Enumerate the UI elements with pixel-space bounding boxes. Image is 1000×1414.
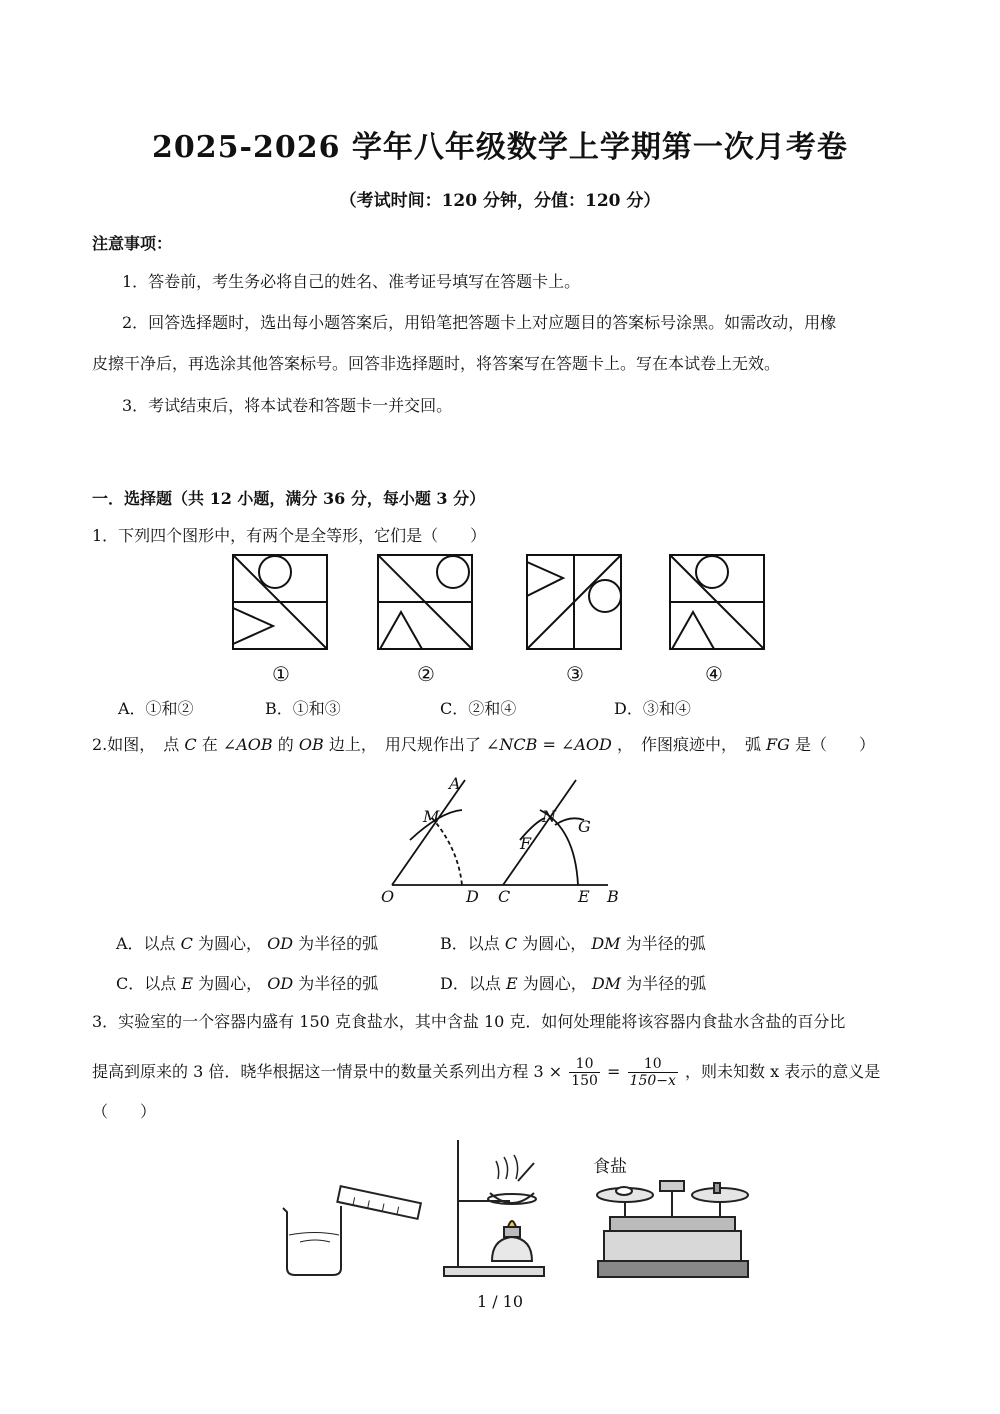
q1-figure-2 (378, 555, 472, 649)
q2-ob: OB (298, 735, 324, 754)
q2-option-a-point: C (180, 934, 193, 953)
q1-figure-label-2: ② (417, 662, 435, 686)
q2-option-a-radius: OD (267, 934, 294, 953)
q2-label-o: O (381, 887, 395, 906)
section-heading: 一．选择题（共 12 小题，满分 36 分，每小题 3 分） (92, 489, 486, 508)
q1-figure-4-drawing (660, 550, 780, 660)
q2-label-b: B (607, 887, 619, 906)
q3-fraction-1-numerator: 10 (569, 1056, 600, 1073)
q1-figure-label-3: ③ (566, 662, 584, 686)
q2-option-c-mid: 为圆心， (198, 974, 263, 993)
q2-option-b-radius: DM (591, 934, 621, 953)
q2-option-c (116, 971, 378, 994)
q2-label-e: E (578, 887, 590, 906)
notice-item-2-line-2: 皮擦干净后，再选涂其他答案标号。回答非选择题时，将答案写在答题卡上。写在本试卷上无效。 (92, 354, 781, 373)
q2-option-d-pre: D．以点 (440, 974, 501, 993)
q2-angle-aob: ∠AOB (222, 735, 273, 754)
q2-option-a-mid: 为圆心， (198, 934, 263, 953)
q1-option-b: B．①和③ (265, 699, 341, 718)
q2-label-g: G (578, 817, 591, 836)
q3-line-2-post: ，则未知数 x 表示的意义是 (685, 1062, 881, 1081)
q2-option-b-mid: 为圆心， (522, 934, 587, 953)
q2-stem-mid2: 的 (277, 735, 294, 754)
q2-label-f: F (520, 834, 532, 853)
q3-fraction-2 (628, 1056, 678, 1089)
q2-stem-mid1: 在 (201, 735, 218, 754)
q1-figure-3 (527, 555, 621, 649)
notice-item-2-line-1: 2．回答选择题时，选出每小题答案后，用铅笔把答题卡上对应题目的答案标号涂黑。如需改动，用橡 (122, 313, 837, 332)
q1-figure-1 (233, 555, 327, 649)
q1-option-c: C．②和④ (440, 699, 517, 718)
q2-label-n: N (542, 807, 556, 826)
q2-option-b-pre: B．以点 (440, 934, 500, 953)
notice-item-3: 3．考试结束后，将本试卷和答题卡一并交回。 (122, 396, 453, 415)
q2-option-b-point: C (504, 934, 518, 953)
q2-option-b-post: 为半径的弧 (625, 934, 706, 953)
q2-option-c-radius: OD (267, 974, 294, 993)
q2-stem-mid3: 边上， 用尺规作出了 (328, 735, 481, 754)
q2-option-c-post: 为半径的弧 (298, 974, 379, 993)
q2-option-d (440, 971, 706, 994)
q2-option-a-pre: A．以点 (116, 934, 176, 953)
q2-label-d: D (466, 887, 479, 906)
q1-option-a: A．①和② (118, 699, 194, 718)
q2-option-a-post: 为半径的弧 (298, 934, 379, 953)
q2-option-d-mid: 为圆心， (522, 974, 587, 993)
q2-option-d-post: 为半径的弧 (626, 974, 707, 993)
q2-option-c-point: E (181, 974, 194, 993)
q2-label-m: M (423, 807, 440, 826)
q3-fraction-2-denominator: 150−x (629, 1073, 676, 1089)
q1-figure-label-1: ① (272, 662, 290, 686)
salt-label: 食盐 (593, 1157, 627, 1177)
q3-fraction-2-numerator: 10 (628, 1056, 678, 1073)
q2-stem (92, 735, 875, 755)
q2-option-d-point: E (505, 974, 518, 993)
q1-figure-label-4: ④ (705, 662, 723, 686)
q1-option-d: D．③和④ (614, 699, 691, 718)
q3-line-1: 3．实验室的一个容器内盛有 150 克食盐水，其中含盐 10 克．如何处理能将该容器内食盐水含盐的百分比 (92, 1012, 846, 1031)
q2-fg: FG (766, 735, 790, 754)
page-number: 1 / 10 (476, 1292, 524, 1311)
q2-option-c-pre: C．以点 (116, 974, 177, 993)
q1-stem: 1．下列四个图形中，有两个是全等形，它们是（ ） (92, 526, 487, 545)
beaker-pouring-icon (275, 1180, 425, 1280)
balance-scale-icon (590, 1175, 760, 1285)
notice-item-1: 1．答卷前，考生务必将自己的姓名、准考证号填写在答题卡上。 (122, 272, 581, 291)
q2-angle-eq: ∠NCB = ∠AOD (485, 735, 612, 754)
q3-line-2-pre: 提高到原来的 3 倍．晓华根据这一情景中的数量关系列出方程 3 × (92, 1062, 563, 1081)
q2-stem-suffix: 是（ ） (795, 735, 876, 754)
q2-label-c: C (498, 887, 511, 906)
q2-label-a: A (449, 774, 461, 793)
q3-equals-sign: = (607, 1062, 621, 1081)
q2-option-d-radius: DM (591, 974, 622, 993)
q3-line-2 (92, 1052, 880, 1092)
q2-option-b (440, 931, 706, 954)
notice-heading: 注意事项： (92, 234, 173, 253)
q2-option-a (116, 931, 378, 954)
q3-fraction-1 (569, 1056, 600, 1089)
q3-fraction-1-denominator: 150 (571, 1073, 598, 1089)
burner-stand-icon (440, 1135, 550, 1280)
q3-answer-paren: （ ） (92, 1102, 157, 1121)
exam-subtitle: （考试时间：120 分钟，分值：120 分） (339, 191, 661, 211)
q2-point-c: C (184, 735, 197, 754)
exam-title: 2025-2026 学年八年级数学上学期第一次月考卷 (152, 130, 848, 165)
q2-stem-mid4: ， 作图痕迹中， 弧 (616, 735, 761, 754)
q2-stem-prefix: 2.如图， 点 (92, 735, 180, 754)
